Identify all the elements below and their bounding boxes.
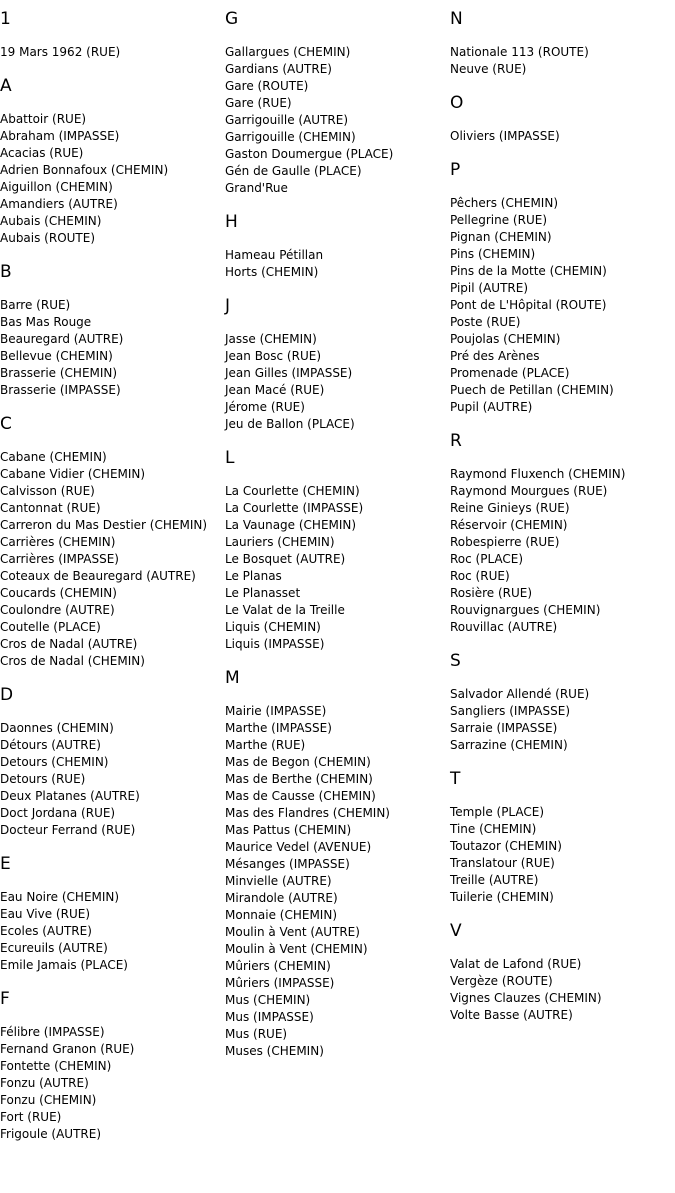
street-entry[interactable]: Vergèze (ROUTE) [450, 974, 553, 988]
street-entry[interactable]: Jean Gilles (IMPASSE) [225, 366, 353, 380]
street-entry[interactable]: Mas de Berthe (CHEMIN) [225, 772, 373, 786]
street-entry[interactable]: Jasse (CHEMIN) [225, 332, 317, 346]
street-entry[interactable]: Bellevue (CHEMIN) [0, 349, 113, 363]
street-entry[interactable]: Cabane (CHEMIN) [0, 450, 107, 464]
street-entry[interactable]: Gare (ROUTE) [225, 79, 309, 93]
street-entry[interactable]: Lauriers (CHEMIN) [225, 535, 335, 549]
street-entry[interactable]: Volte Basse (AUTRE) [450, 1008, 573, 1022]
street-entry[interactable]: Gén de Gaulle (PLACE) [225, 164, 362, 178]
street-entry[interactable]: Barre (RUE) [0, 298, 71, 312]
street-entry[interactable]: Pignan (CHEMIN) [450, 230, 552, 244]
street-entry[interactable]: Jérome (RUE) [225, 400, 305, 414]
street-entry[interactable]: Garrigouille (CHEMIN) [225, 130, 356, 144]
letter-section [450, 768, 675, 906]
street-entry[interactable]: Mairie (IMPASSE) [225, 704, 327, 718]
street-entry[interactable]: Horts (CHEMIN) [225, 265, 319, 279]
street-entry[interactable]: Acacias (RUE) [0, 146, 84, 160]
street-entry[interactable]: Mûriers (CHEMIN) [225, 959, 331, 973]
street-entry[interactable]: Abattoir (RUE) [0, 112, 87, 126]
street-entry[interactable]: Pêchers (CHEMIN) [450, 196, 558, 210]
street-entry[interactable]: La Courlette (CHEMIN) [225, 484, 360, 498]
letter-section [0, 8, 225, 61]
street-entry[interactable]: Carrières (IMPASSE) [0, 552, 119, 566]
street-entry[interactable]: Beauregard (AUTRE) [0, 332, 124, 346]
index-column-3 [450, 8, 675, 1038]
street-entry[interactable]: Sarraie (IMPASSE) [450, 721, 558, 735]
street-entry[interactable]: Aubais (ROUTE) [0, 231, 96, 245]
street-entry[interactable]: Ecureuils (AUTRE) [0, 941, 108, 955]
street-entry[interactable]: Valat de Lafond (RUE) [450, 957, 582, 971]
letter-section [450, 8, 675, 78]
section-letter-heading: D [0, 685, 14, 705]
street-entry[interactable]: Mas Pattus (CHEMIN) [225, 823, 352, 837]
letter-section [0, 261, 225, 399]
letter-section [450, 430, 675, 636]
street-entry[interactable]: Temple (PLACE) [450, 805, 545, 819]
street-entry[interactable]: Coteaux de Beauregard (AUTRE) [0, 569, 196, 583]
street-entry[interactable]: Maurice Vedel (AVENUE) [225, 840, 372, 854]
street-entry[interactable]: Jeu de Ballon (PLACE) [225, 417, 355, 431]
section-letter-heading: H [225, 212, 238, 232]
street-entry[interactable]: Cros de Nadal (AUTRE) [0, 637, 138, 651]
street-entry[interactable]: Le Planasset [225, 586, 301, 600]
street-entry[interactable]: Raymond Mourgues (RUE) [450, 484, 608, 498]
letter-section [0, 684, 225, 839]
street-entry[interactable]: Pupil (AUTRE) [450, 400, 533, 414]
street-entry[interactable]: Sarrazine (CHEMIN) [450, 738, 568, 752]
section-letter-heading: G [225, 9, 239, 29]
street-entry[interactable]: Carrières (CHEMIN) [0, 535, 116, 549]
street-entry[interactable]: Le Valat de la Treille [225, 603, 345, 617]
street-entry[interactable]: Monnaie (CHEMIN) [225, 908, 338, 922]
street-entry[interactable]: Brasserie (IMPASSE) [0, 383, 121, 397]
letter-section [450, 159, 675, 416]
street-entry[interactable]: Minvielle (AUTRE) [225, 874, 332, 888]
section-letter-heading: T [450, 769, 461, 789]
street-entry[interactable]: Fontette (CHEMIN) [0, 1059, 112, 1073]
section-letter-heading: E [0, 854, 11, 874]
letter-section [0, 413, 225, 670]
street-entry[interactable]: Detours (RUE) [0, 772, 86, 786]
index-column-1 [0, 8, 225, 1157]
street-entry[interactable]: Liquis (CHEMIN) [225, 620, 321, 634]
section-letter-heading: V [450, 921, 462, 941]
street-entry[interactable]: Pré des Arènes [450, 349, 540, 363]
street-entry[interactable]: Poujolas (CHEMIN) [450, 332, 561, 346]
street-entry[interactable]: Oliviers (IMPASSE) [450, 129, 560, 143]
street-entry[interactable]: Marthe (IMPASSE) [225, 721, 332, 735]
street-entry[interactable]: Garrigouille (AUTRE) [225, 113, 349, 127]
street-entry[interactable]: Jean Bosc (RUE) [225, 349, 321, 363]
street-entry[interactable]: Abraham (IMPASSE) [0, 129, 120, 143]
street-entry[interactable]: Muses (CHEMIN) [225, 1044, 324, 1058]
street-entry[interactable]: Fonzu (CHEMIN) [0, 1093, 97, 1107]
street-entry[interactable]: Puech de Petillan (CHEMIN) [450, 383, 614, 397]
street-entry[interactable]: Gare (RUE) [225, 96, 292, 110]
street-entry[interactable]: Docteur Ferrand (RUE) [0, 823, 136, 837]
street-entry[interactable]: Bas Mas Rouge [0, 315, 92, 329]
street-entry[interactable]: Moulin à Vent (AUTRE) [225, 925, 360, 939]
section-letter-heading: O [450, 93, 464, 113]
street-entry[interactable]: Eau Noire (CHEMIN) [0, 890, 120, 904]
street-entry[interactable]: Mas de Begon (CHEMIN) [225, 755, 371, 769]
street-entry[interactable]: Tine (CHEMIN) [450, 822, 537, 836]
street-entry[interactable]: Emile Jamais (PLACE) [0, 958, 128, 972]
street-entry[interactable]: Eau Vive (RUE) [0, 907, 90, 921]
street-entry[interactable]: La Vaunage (CHEMIN) [225, 518, 357, 532]
section-letter-heading: B [0, 262, 12, 282]
street-entry[interactable]: Amandiers (AUTRE) [0, 197, 118, 211]
street-entry[interactable]: Le Planas [225, 569, 282, 583]
letter-section [0, 75, 225, 247]
street-entry[interactable]: Réservoir (CHEMIN) [450, 518, 568, 532]
street-entry[interactable]: Marthe (RUE) [225, 738, 306, 752]
street-entry[interactable]: Calvisson (RUE) [0, 484, 95, 498]
street-entry[interactable]: Gardians (AUTRE) [225, 62, 332, 76]
index-column-2 [225, 8, 450, 1074]
street-entry[interactable]: Fonzu (AUTRE) [0, 1076, 89, 1090]
street-entry[interactable]: Moulin à Vent (CHEMIN) [225, 942, 368, 956]
street-entry[interactable]: Nationale 113 (ROUTE) [450, 45, 589, 59]
street-entry[interactable]: Pins de la Motte (CHEMIN) [450, 264, 607, 278]
letter-section [450, 920, 675, 1024]
street-entry[interactable]: Cabane Vidier (CHEMIN) [0, 467, 146, 481]
section-letter-heading: M [225, 668, 240, 688]
street-entry[interactable]: Mas des Flandres (CHEMIN) [225, 806, 390, 820]
street-entry[interactable]: Roc (PLACE) [450, 552, 524, 566]
street-entry[interactable]: 19 Mars 1962 (RUE) [0, 45, 121, 59]
street-entry[interactable]: Robespierre (RUE) [450, 535, 560, 549]
letter-section [225, 295, 450, 433]
street-entry[interactable]: Roc (RUE) [450, 569, 510, 583]
street-entry[interactable]: Frigoule (AUTRE) [0, 1127, 101, 1141]
letter-section [450, 650, 675, 754]
section-letter-heading: N [450, 9, 463, 29]
street-entry[interactable]: Mus (IMPASSE) [225, 1010, 314, 1024]
street-entry[interactable]: Daonnes (CHEMIN) [0, 721, 114, 735]
street-entry[interactable]: Adrien Bonnafoux (CHEMIN) [0, 163, 169, 177]
section-letter-heading: A [0, 76, 12, 96]
street-entry[interactable]: Mas de Causse (CHEMIN) [225, 789, 376, 803]
street-entry[interactable]: Liquis (IMPASSE) [225, 637, 325, 651]
street-entry[interactable]: Promenade (PLACE) [450, 366, 570, 380]
section-letter-heading: S [450, 651, 461, 671]
letter-section [225, 667, 450, 1060]
street-entry[interactable]: Félibre (IMPASSE) [0, 1025, 105, 1039]
letter-section [0, 988, 225, 1143]
street-entry[interactable]: Coutelle (PLACE) [0, 620, 101, 634]
letter-section [225, 447, 450, 653]
letter-section [225, 8, 450, 197]
street-entry[interactable]: Mésanges (IMPASSE) [225, 857, 350, 871]
street-entry[interactable]: Pont de L'Hôpital (ROUTE) [450, 298, 607, 312]
street-entry[interactable]: Mûriers (IMPASSE) [225, 976, 335, 990]
street-entry[interactable]: Treille (AUTRE) [450, 873, 539, 887]
street-entry[interactable]: Mirandole (AUTRE) [225, 891, 338, 905]
street-entry[interactable]: Ecoles (AUTRE) [0, 924, 92, 938]
street-entry[interactable]: Detours (CHEMIN) [0, 755, 109, 769]
street-entry[interactable]: Aubais (CHEMIN) [0, 214, 102, 228]
street-entry[interactable]: Pipil (AUTRE) [450, 281, 529, 295]
letter-section [225, 211, 450, 281]
street-entry[interactable]: Fort (RUE) [0, 1110, 62, 1124]
street-entry[interactable]: Doct Jordana (RUE) [0, 806, 116, 820]
street-entry[interactable]: Carreron du Mas Destier (CHEMIN) [0, 518, 208, 532]
section-letter-heading: F [0, 989, 10, 1009]
street-entry[interactable]: Rosière (RUE) [450, 586, 533, 600]
section-letter-heading: J [225, 296, 231, 316]
section-letter-heading: P [450, 160, 461, 180]
street-entry[interactable]: Poste (RUE) [450, 315, 521, 329]
letter-section [0, 853, 225, 974]
street-entry[interactable]: Fernand Granon (RUE) [0, 1042, 135, 1056]
street-entry[interactable]: La Courlette (IMPASSE) [225, 501, 364, 515]
section-letter-heading: 1 [0, 9, 11, 29]
street-entry[interactable]: Toutazor (CHEMIN) [450, 839, 562, 853]
street-entry[interactable]: Gaston Doumergue (PLACE) [225, 147, 394, 161]
letter-section [450, 92, 675, 145]
street-entry[interactable]: Détours (AUTRE) [0, 738, 101, 752]
street-entry[interactable]: Raymond Fluxench (CHEMIN) [450, 467, 626, 481]
street-entry[interactable]: Vignes Clauzes (CHEMIN) [450, 991, 602, 1005]
street-entry[interactable]: Pellegrine (RUE) [450, 213, 547, 227]
street-entry[interactable]: Mus (RUE) [225, 1027, 288, 1041]
street-entry[interactable]: Deux Platanes (AUTRE) [0, 789, 140, 803]
street-entry[interactable]: Salvador Allendé (RUE) [450, 687, 590, 701]
street-entry[interactable]: Brasserie (CHEMIN) [0, 366, 118, 380]
section-letter-heading: R [450, 431, 462, 451]
street-entry[interactable]: Cros de Nadal (CHEMIN) [0, 654, 145, 668]
street-entry[interactable]: Mus (CHEMIN) [225, 993, 311, 1007]
street-entry[interactable]: Sangliers (IMPASSE) [450, 704, 570, 718]
section-letter-heading: L [225, 448, 235, 468]
street-entry[interactable]: Translatour (RUE) [450, 856, 555, 870]
section-letter-heading: C [0, 414, 12, 434]
street-entry[interactable]: Rouvillac (AUTRE) [450, 620, 558, 634]
street-entry[interactable]: Aiguillon (CHEMIN) [0, 180, 113, 194]
street-entry[interactable]: Pins (CHEMIN) [450, 247, 536, 261]
street-entry[interactable]: Coulondre (AUTRE) [0, 603, 115, 617]
street-entry[interactable]: Le Bosquet (AUTRE) [225, 552, 346, 566]
street-entry[interactable]: Reine Ginieys (RUE) [450, 501, 570, 515]
street-entry[interactable]: Neuve (RUE) [450, 62, 527, 76]
street-entry[interactable]: Grand'Rue [225, 181, 288, 195]
street-entry[interactable]: Cantonnat (RUE) [0, 501, 101, 515]
street-entry[interactable]: Gallargues (CHEMIN) [225, 45, 351, 59]
street-entry[interactable]: Jean Macé (RUE) [225, 383, 325, 397]
street-entry[interactable]: Hameau Pétillan [225, 248, 324, 262]
street-entry[interactable]: Rouvignargues (CHEMIN) [450, 603, 601, 617]
street-entry[interactable]: Tuilerie (CHEMIN) [450, 890, 554, 904]
street-entry[interactable]: Coucards (CHEMIN) [0, 586, 117, 600]
